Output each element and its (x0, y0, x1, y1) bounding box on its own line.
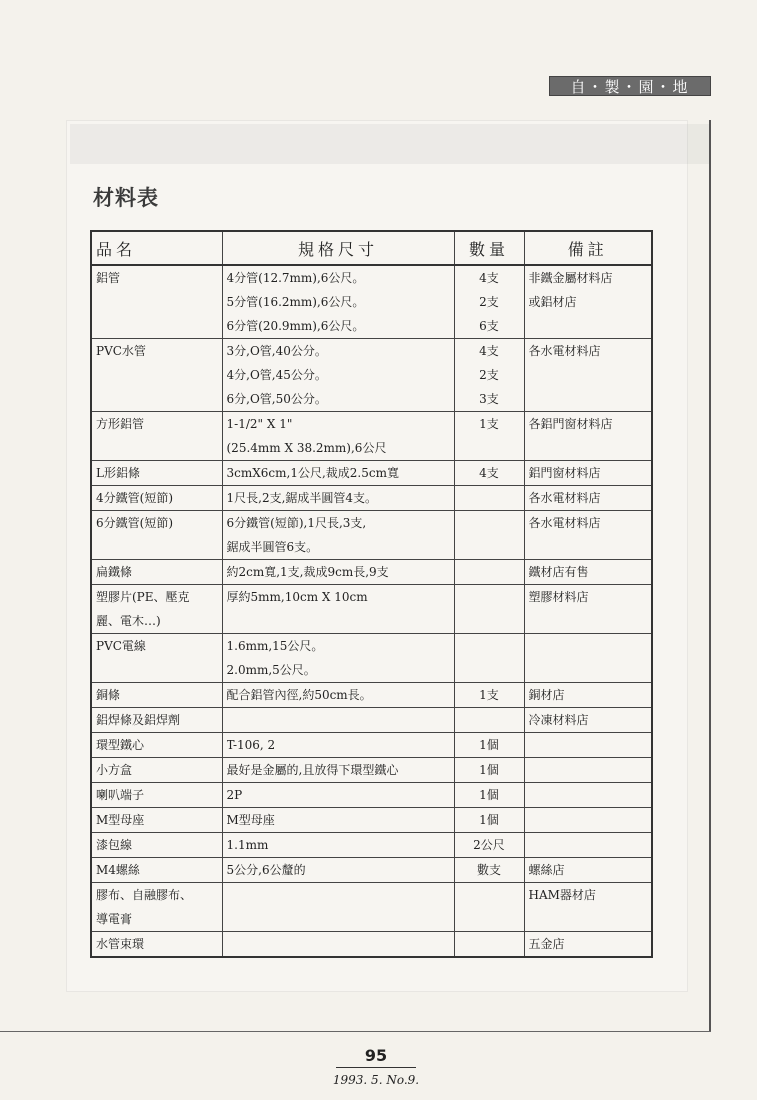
cell-note (524, 833, 652, 858)
spec-line: 6分鐵管(短節),1尺長,3支, (226, 516, 367, 530)
right-margin-rule (709, 120, 711, 1032)
name-line (96, 535, 218, 559)
cell-name (91, 758, 222, 783)
table-body (91, 265, 652, 957)
cell-qty (454, 486, 524, 511)
name-line (96, 363, 218, 387)
note-line: 螺絲店 (528, 863, 565, 877)
spec-line: 1-1/2" X 1" (226, 417, 293, 431)
cell-qty (454, 708, 524, 733)
cell-spec (222, 412, 454, 461)
cell-note (524, 412, 652, 461)
spec-line: 鋸成半圓管6支。 (226, 540, 319, 554)
name-line (96, 658, 218, 682)
qty-line: 4支 (479, 271, 499, 285)
cell-spec (222, 808, 454, 833)
cell-name (91, 733, 222, 758)
cell-qty (454, 339, 524, 412)
cell-note (524, 265, 652, 339)
note-line: 塑膠材料店 (528, 590, 589, 604)
qty-line: 4支 (479, 466, 499, 480)
cell-note (524, 883, 652, 932)
cell-qty (454, 585, 524, 634)
spec-line: 4分管(12.7mm),6公尺。 (226, 271, 365, 285)
qty-line (459, 658, 520, 682)
cell-note (524, 511, 652, 560)
cell-qty (454, 783, 524, 808)
bleed-through-text (70, 124, 710, 164)
table-row (91, 758, 652, 783)
spec-line: 2.0mm,5公尺。 (226, 663, 316, 677)
note-line (529, 833, 648, 857)
note-line (529, 634, 648, 658)
spec-line: (25.4mm X 38.2mm),6公尺 (226, 441, 387, 455)
cell-spec (222, 339, 454, 412)
cell-note (524, 733, 652, 758)
name-line: 水管束環 (96, 937, 145, 951)
name-line: 環型鐵心 (96, 738, 145, 752)
table-row (91, 733, 652, 758)
name-line (96, 314, 218, 338)
name-line: 6分鐵管(短節) (96, 516, 173, 530)
spec-line: 6分管(20.9mm),6公尺。 (226, 319, 365, 333)
qty-line: 1個 (479, 788, 499, 802)
spec-line: M型母座 (226, 813, 275, 827)
spec-line: 1.6mm,15公尺。 (226, 639, 324, 653)
spec-line (227, 609, 450, 633)
table-row (91, 883, 652, 932)
spec-line (227, 932, 450, 956)
table-header-row (91, 231, 652, 265)
cell-spec (222, 932, 454, 958)
qty-line: 2支 (479, 295, 499, 309)
name-line: M型母座 (96, 813, 145, 827)
note-line: 銅材店 (528, 688, 565, 702)
cell-qty (454, 808, 524, 833)
qty-line (459, 708, 520, 732)
cell-qty (454, 265, 524, 339)
cell-name (91, 708, 222, 733)
table-row (91, 932, 652, 958)
table-row (91, 339, 652, 412)
qty-line (459, 932, 520, 956)
cell-note (524, 683, 652, 708)
cell-qty (454, 858, 524, 883)
issue-label: 1993. 5. No.9. (332, 1073, 420, 1087)
cell-qty (454, 560, 524, 585)
cell-qty (454, 634, 524, 683)
name-line: 膠布、自融膠布、 (96, 888, 193, 902)
cell-spec (222, 461, 454, 486)
note-line (529, 535, 648, 559)
spec-line: T-106, 2 (226, 738, 276, 752)
note-line (529, 387, 648, 411)
cell-spec (222, 683, 454, 708)
cell-note (524, 461, 652, 486)
table-row (91, 412, 652, 461)
spec-line (227, 883, 450, 907)
spec-line (227, 907, 450, 931)
spec-line: 1尺長,2支,鋸成半圓管4支。 (226, 491, 378, 505)
name-line (96, 290, 218, 314)
table-row (91, 486, 652, 511)
cell-name (91, 560, 222, 585)
name-line: 4分鐵管(短節) (96, 491, 173, 505)
cell-qty (454, 932, 524, 958)
name-line: 塑膠片(PE、壓克 (96, 590, 190, 604)
table-row (91, 858, 652, 883)
note-line: 五金店 (528, 937, 565, 951)
cell-name (91, 265, 222, 339)
cell-spec (222, 634, 454, 683)
cell-note (524, 758, 652, 783)
name-line: PVC水管 (96, 344, 146, 358)
name-line: 小方盒 (96, 763, 133, 777)
spec-line: 最好是金屬的,且放得下環型鐵心 (226, 763, 399, 777)
qty-line (459, 609, 520, 633)
name-line: 扁鐵條 (96, 565, 133, 579)
header-spec: 規格尺寸 (222, 231, 454, 265)
name-line (96, 387, 218, 411)
cell-qty (454, 511, 524, 560)
spec-line: 3cmX6cm,1公尺,裁成2.5cm寬 (226, 466, 399, 480)
note-line (529, 363, 648, 387)
note-line: 各水電材料店 (528, 344, 601, 358)
qty-line (459, 486, 520, 510)
table-row (91, 265, 652, 339)
qty-line (459, 634, 520, 658)
spec-line: 約2cm寬,1支,裁成9cm長,9支 (226, 565, 389, 579)
cell-spec (222, 560, 454, 585)
qty-line (459, 907, 520, 931)
cell-qty (454, 461, 524, 486)
name-line (96, 436, 218, 460)
cell-name (91, 511, 222, 560)
qty-line: 2公尺 (473, 838, 505, 852)
table-row (91, 634, 652, 683)
section-tag: 自・製・園・地 (549, 76, 711, 96)
qty-line: 1個 (479, 813, 499, 827)
name-line: 麗、電木…) (96, 614, 161, 628)
cell-note (524, 634, 652, 683)
spec-line: 4分,O管,45公分。 (226, 368, 327, 382)
qty-line: 數支 (476, 863, 501, 877)
cell-name (91, 634, 222, 683)
spec-line: 2P (226, 788, 243, 802)
cell-spec (222, 758, 454, 783)
cell-note (524, 560, 652, 585)
spec-line: 5公分,6公釐的 (226, 863, 306, 877)
table-row (91, 808, 652, 833)
note-line: 鋁門窗材料店 (528, 466, 601, 480)
name-line: 喇叭端子 (96, 788, 145, 802)
qty-line (459, 436, 520, 460)
cell-note (524, 808, 652, 833)
table-row (91, 783, 652, 808)
cell-spec (222, 858, 454, 883)
spec-line: 1.1mm (226, 838, 269, 852)
cell-note (524, 858, 652, 883)
note-line: 各水電材料店 (528, 516, 601, 530)
cell-name (91, 783, 222, 808)
cell-name (91, 486, 222, 511)
qty-line: 6支 (479, 319, 499, 333)
qty-line: 1支 (479, 688, 499, 702)
spec-line: 6分,O管,50公分。 (226, 392, 327, 406)
qty-line: 2支 (479, 368, 499, 382)
cell-qty (454, 758, 524, 783)
header-note: 備註 (524, 231, 652, 265)
name-line: 導電膏 (96, 912, 133, 926)
note-line (529, 808, 648, 832)
table-row (91, 560, 652, 585)
cell-qty (454, 733, 524, 758)
cell-note (524, 585, 652, 634)
header-name: 品名 (91, 231, 222, 265)
table-row (91, 833, 652, 858)
cell-name (91, 683, 222, 708)
table-row (91, 683, 652, 708)
name-line: 鋁管 (96, 271, 121, 285)
cell-name (91, 833, 222, 858)
qty-line: 3支 (479, 392, 499, 406)
header-qty: 數量 (454, 231, 524, 265)
materials-table (90, 230, 653, 958)
cell-note (524, 708, 652, 733)
qty-line: 1個 (479, 738, 499, 752)
note-line (529, 758, 648, 782)
spec-line: 厚約5mm,10cm X 10cm (226, 590, 368, 604)
spec-line (227, 708, 450, 732)
name-line: M4螺絲 (96, 863, 140, 877)
name-line: 銅條 (96, 688, 121, 702)
cell-spec (222, 511, 454, 560)
note-line: 非鐵金屬材料店 (528, 271, 613, 285)
note-line (529, 733, 648, 757)
name-line: L形鋁條 (96, 466, 140, 480)
page-number: 95 (364, 1046, 388, 1065)
cell-name (91, 858, 222, 883)
name-line: PVC電線 (96, 639, 146, 653)
page-title: 材料表 (93, 186, 159, 210)
qty-line: 1個 (479, 763, 499, 777)
footer-divider (336, 1067, 416, 1068)
note-line: 各鋁門窗材料店 (528, 417, 613, 431)
table-row (91, 511, 652, 560)
cell-spec (222, 733, 454, 758)
qty-line (459, 560, 520, 584)
name-line: 方形鋁管 (96, 417, 145, 431)
table-row (91, 708, 652, 733)
cell-spec (222, 883, 454, 932)
qty-line: 1支 (479, 417, 499, 431)
note-line (529, 314, 648, 338)
cell-name (91, 461, 222, 486)
qty-line (459, 883, 520, 907)
spec-line: 5分管(16.2mm),6公尺。 (226, 295, 365, 309)
note-line: 鐵材店有售 (528, 565, 589, 579)
table-row (91, 585, 652, 634)
spec-line: 配合鋁管內徑,約50cm長。 (226, 688, 372, 702)
note-line: 各水電材料店 (528, 491, 601, 505)
cell-note (524, 486, 652, 511)
note-line (529, 436, 648, 460)
cell-name (91, 585, 222, 634)
note-line: HAM器材店 (528, 888, 596, 902)
qty-line: 4支 (479, 344, 499, 358)
cell-name (91, 339, 222, 412)
cell-spec (222, 585, 454, 634)
cell-spec (222, 708, 454, 733)
qty-line (459, 511, 520, 535)
cell-spec (222, 486, 454, 511)
qty-line (459, 535, 520, 559)
note-line (529, 907, 648, 931)
cell-qty (454, 833, 524, 858)
table-row (91, 461, 652, 486)
spec-line: 3分,O管,40公分。 (226, 344, 327, 358)
cell-name (91, 883, 222, 932)
cell-qty (454, 883, 524, 932)
note-line (529, 609, 648, 633)
cell-qty (454, 412, 524, 461)
name-line: 漆包線 (96, 838, 133, 852)
cell-note (524, 932, 652, 958)
note-line: 冷凍材料店 (528, 713, 589, 727)
cell-qty (454, 683, 524, 708)
cell-note (524, 339, 652, 412)
qty-line (459, 585, 520, 609)
bottom-rule (0, 1031, 711, 1032)
note-line (529, 658, 648, 682)
cell-name (91, 932, 222, 958)
cell-spec (222, 833, 454, 858)
cell-spec (222, 265, 454, 339)
cell-spec (222, 783, 454, 808)
note-line (529, 783, 648, 807)
name-line: 鋁焊條及鋁焊劑 (96, 713, 181, 727)
cell-name (91, 412, 222, 461)
note-line: 或鋁材店 (528, 295, 577, 309)
cell-name (91, 808, 222, 833)
cell-note (524, 783, 652, 808)
